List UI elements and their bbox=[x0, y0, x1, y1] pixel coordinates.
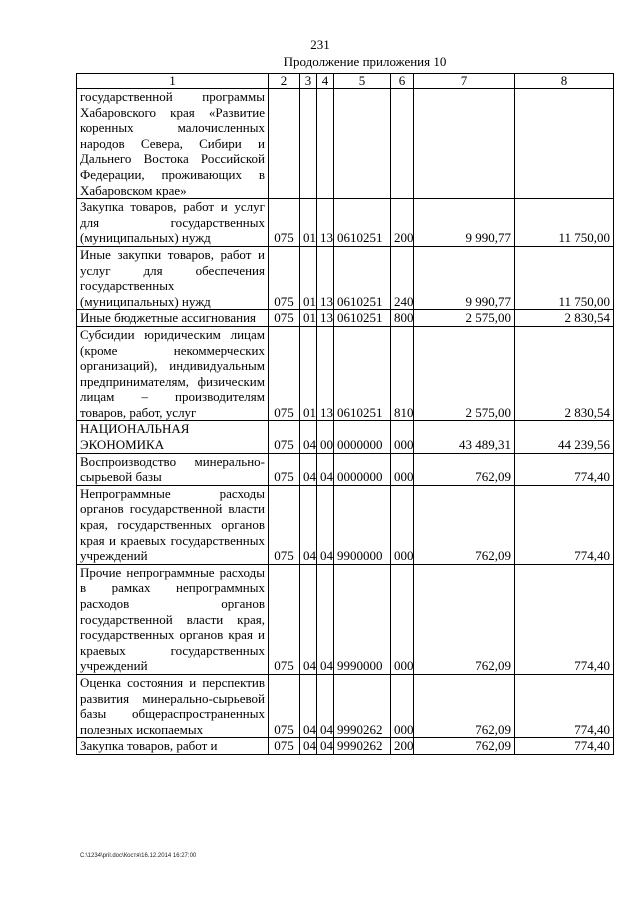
row-code-4: 13 bbox=[317, 199, 334, 247]
row-code-5: 9900000 bbox=[334, 485, 391, 564]
row-code-4: 13 bbox=[317, 310, 334, 327]
budget-table bbox=[76, 73, 614, 755]
row-code-2: 075 bbox=[269, 674, 300, 737]
row-name: Оценка состояния и перспектив развития минерально-сырьевой базы общераспространенных полезных ископаемых bbox=[77, 674, 269, 737]
row-amount-7: 2 575,00 bbox=[414, 310, 515, 327]
row-name: Непрограммные расходы органов государственной власти края, государственных органов края и краевых государственных учреждений bbox=[77, 485, 269, 564]
row-amount-8: 11 750,00 bbox=[515, 246, 614, 309]
row-name: Воспроизводство минерально-сырьевой базы bbox=[77, 453, 269, 485]
row-code-3: 01 bbox=[300, 326, 317, 421]
row-code-3: 04 bbox=[300, 453, 317, 485]
column-header: 4 bbox=[317, 74, 334, 89]
table-row bbox=[77, 564, 614, 674]
row-code-6: 000 bbox=[391, 421, 414, 453]
row-code-5: 0610251 bbox=[334, 326, 391, 421]
row-amount-7: 9 990,77 bbox=[414, 246, 515, 309]
table-row bbox=[77, 674, 614, 737]
row-code-2: 075 bbox=[269, 738, 300, 755]
row-amount-7: 762,09 bbox=[414, 674, 515, 737]
column-header: 2 bbox=[269, 74, 300, 89]
row-code-2: 075 bbox=[269, 485, 300, 564]
table-row bbox=[77, 485, 614, 564]
row-code-6: 000 bbox=[391, 674, 414, 737]
row-code-6: 000 bbox=[391, 453, 414, 485]
column-header: 7 bbox=[414, 74, 515, 89]
page-number: 231 bbox=[310, 37, 330, 52]
row-amount-8: 774,40 bbox=[515, 738, 614, 755]
table-row bbox=[77, 421, 614, 453]
row-code-2: 075 bbox=[269, 326, 300, 421]
row-code-4: 04 bbox=[317, 674, 334, 737]
row-code-3: 01 bbox=[300, 199, 317, 247]
row-code-6: 810 bbox=[391, 326, 414, 421]
table-row bbox=[77, 310, 614, 327]
row-amount-7: 43 489,31 bbox=[414, 421, 515, 453]
column-header: 8 bbox=[515, 74, 614, 89]
file-path-footer: C:\1234\pril.doc\Костя\16.12.2014 16:27:00 bbox=[80, 853, 197, 859]
row-name: НАЦИОНАЛЬНАЯ ЭКОНОМИКА bbox=[77, 421, 269, 453]
row-name: Прочие непрограммные расходы в рамках непрограммных расходов органов государственной власти края, государственных органов края и краевых государственных учреждений bbox=[77, 564, 269, 674]
row-name: Иные бюджетные ассигнования bbox=[77, 310, 269, 327]
row-amount-7: 2 575,00 bbox=[414, 326, 515, 421]
row-code-5: 0610251 bbox=[334, 310, 391, 327]
row-amount-8: 2 830,54 bbox=[515, 326, 614, 421]
row-code-4: 04 bbox=[317, 453, 334, 485]
row-code-5: 9990262 bbox=[334, 738, 391, 755]
row-code-4: 04 bbox=[317, 738, 334, 755]
row-code-5 bbox=[334, 89, 391, 199]
row-amount-8: 774,40 bbox=[515, 674, 614, 737]
row-code-4: 13 bbox=[317, 246, 334, 309]
row-name: государственной программы Хабаровского края «Развитие коренных малочисленных народов Севера, Сибири и Дальнего Востока Российской Федерации, проживающих в Хабаровском крае» bbox=[77, 89, 269, 199]
table-row bbox=[77, 89, 614, 199]
row-code-4: 04 bbox=[317, 564, 334, 674]
row-name: Закупка товаров, работ и bbox=[77, 738, 269, 755]
row-code-5: 9990000 bbox=[334, 564, 391, 674]
row-code-2: 075 bbox=[269, 199, 300, 247]
table-row bbox=[77, 738, 614, 755]
row-code-6: 240 bbox=[391, 246, 414, 309]
row-amount-8: 774,40 bbox=[515, 453, 614, 485]
row-amount-7: 9 990,77 bbox=[414, 199, 515, 247]
table-body bbox=[77, 89, 614, 755]
row-amount-8: 2 830,54 bbox=[515, 310, 614, 327]
row-code-3: 04 bbox=[300, 421, 317, 453]
row-amount-7: 762,09 bbox=[414, 564, 515, 674]
row-code-6: 800 bbox=[391, 310, 414, 327]
row-code-2 bbox=[269, 89, 300, 199]
row-amount-7: 762,09 bbox=[414, 453, 515, 485]
row-amount-7 bbox=[414, 89, 515, 199]
row-amount-8: 11 750,00 bbox=[515, 199, 614, 247]
column-header-row bbox=[77, 74, 614, 89]
row-code-6: 000 bbox=[391, 485, 414, 564]
row-code-6: 000 bbox=[391, 564, 414, 674]
row-amount-7: 762,09 bbox=[414, 485, 515, 564]
row-code-6: 200 bbox=[391, 199, 414, 247]
table-row bbox=[77, 453, 614, 485]
row-amount-8 bbox=[515, 89, 614, 199]
row-code-2: 075 bbox=[269, 246, 300, 309]
row-code-6 bbox=[391, 89, 414, 199]
row-code-5: 0610251 bbox=[334, 199, 391, 247]
row-code-5: 0000000 bbox=[334, 421, 391, 453]
row-code-4: 13 bbox=[317, 326, 334, 421]
column-header: 3 bbox=[300, 74, 317, 89]
table-row bbox=[77, 246, 614, 309]
row-code-3: 01 bbox=[300, 310, 317, 327]
row-code-3 bbox=[300, 89, 317, 199]
row-name: Иные закупки товаров, работ и услуг для обеспечения государственных (муниципальных) нужд bbox=[77, 246, 269, 309]
row-code-5: 9990262 bbox=[334, 674, 391, 737]
row-code-2: 075 bbox=[269, 564, 300, 674]
row-code-2: 075 bbox=[269, 421, 300, 453]
row-code-3: 04 bbox=[300, 564, 317, 674]
row-name: Субсидии юридическим лицам (кроме некоммерческих организаций), индивидуальным предпринимателям, физическим лицам – производителям товаров, работ, услуг bbox=[77, 326, 269, 421]
row-code-3: 04 bbox=[300, 674, 317, 737]
row-code-4 bbox=[317, 89, 334, 199]
continuation-title: Продолжение приложения 10 bbox=[283, 54, 447, 69]
row-code-3: 04 bbox=[300, 485, 317, 564]
row-code-4: 04 bbox=[317, 485, 334, 564]
row-code-3: 04 bbox=[300, 738, 317, 755]
row-code-6: 200 bbox=[391, 738, 414, 755]
table-row bbox=[77, 199, 614, 247]
row-code-2: 075 bbox=[269, 453, 300, 485]
row-code-5: 0000000 bbox=[334, 453, 391, 485]
table-row bbox=[77, 326, 614, 421]
row-code-4: 00 bbox=[317, 421, 334, 453]
row-amount-8: 44 239,56 bbox=[515, 421, 614, 453]
row-code-2: 075 bbox=[269, 310, 300, 327]
row-amount-7: 762,09 bbox=[414, 738, 515, 755]
column-header: 1 bbox=[77, 74, 269, 89]
row-amount-8: 774,40 bbox=[515, 564, 614, 674]
column-header: 6 bbox=[391, 74, 414, 89]
row-name: Закупка товаров, работ и услуг для государственных (муниципальных) нужд bbox=[77, 199, 269, 247]
row-amount-8: 774,40 bbox=[515, 485, 614, 564]
row-code-5: 0610251 bbox=[334, 246, 391, 309]
column-header: 5 bbox=[334, 74, 391, 89]
row-code-3: 01 bbox=[300, 246, 317, 309]
